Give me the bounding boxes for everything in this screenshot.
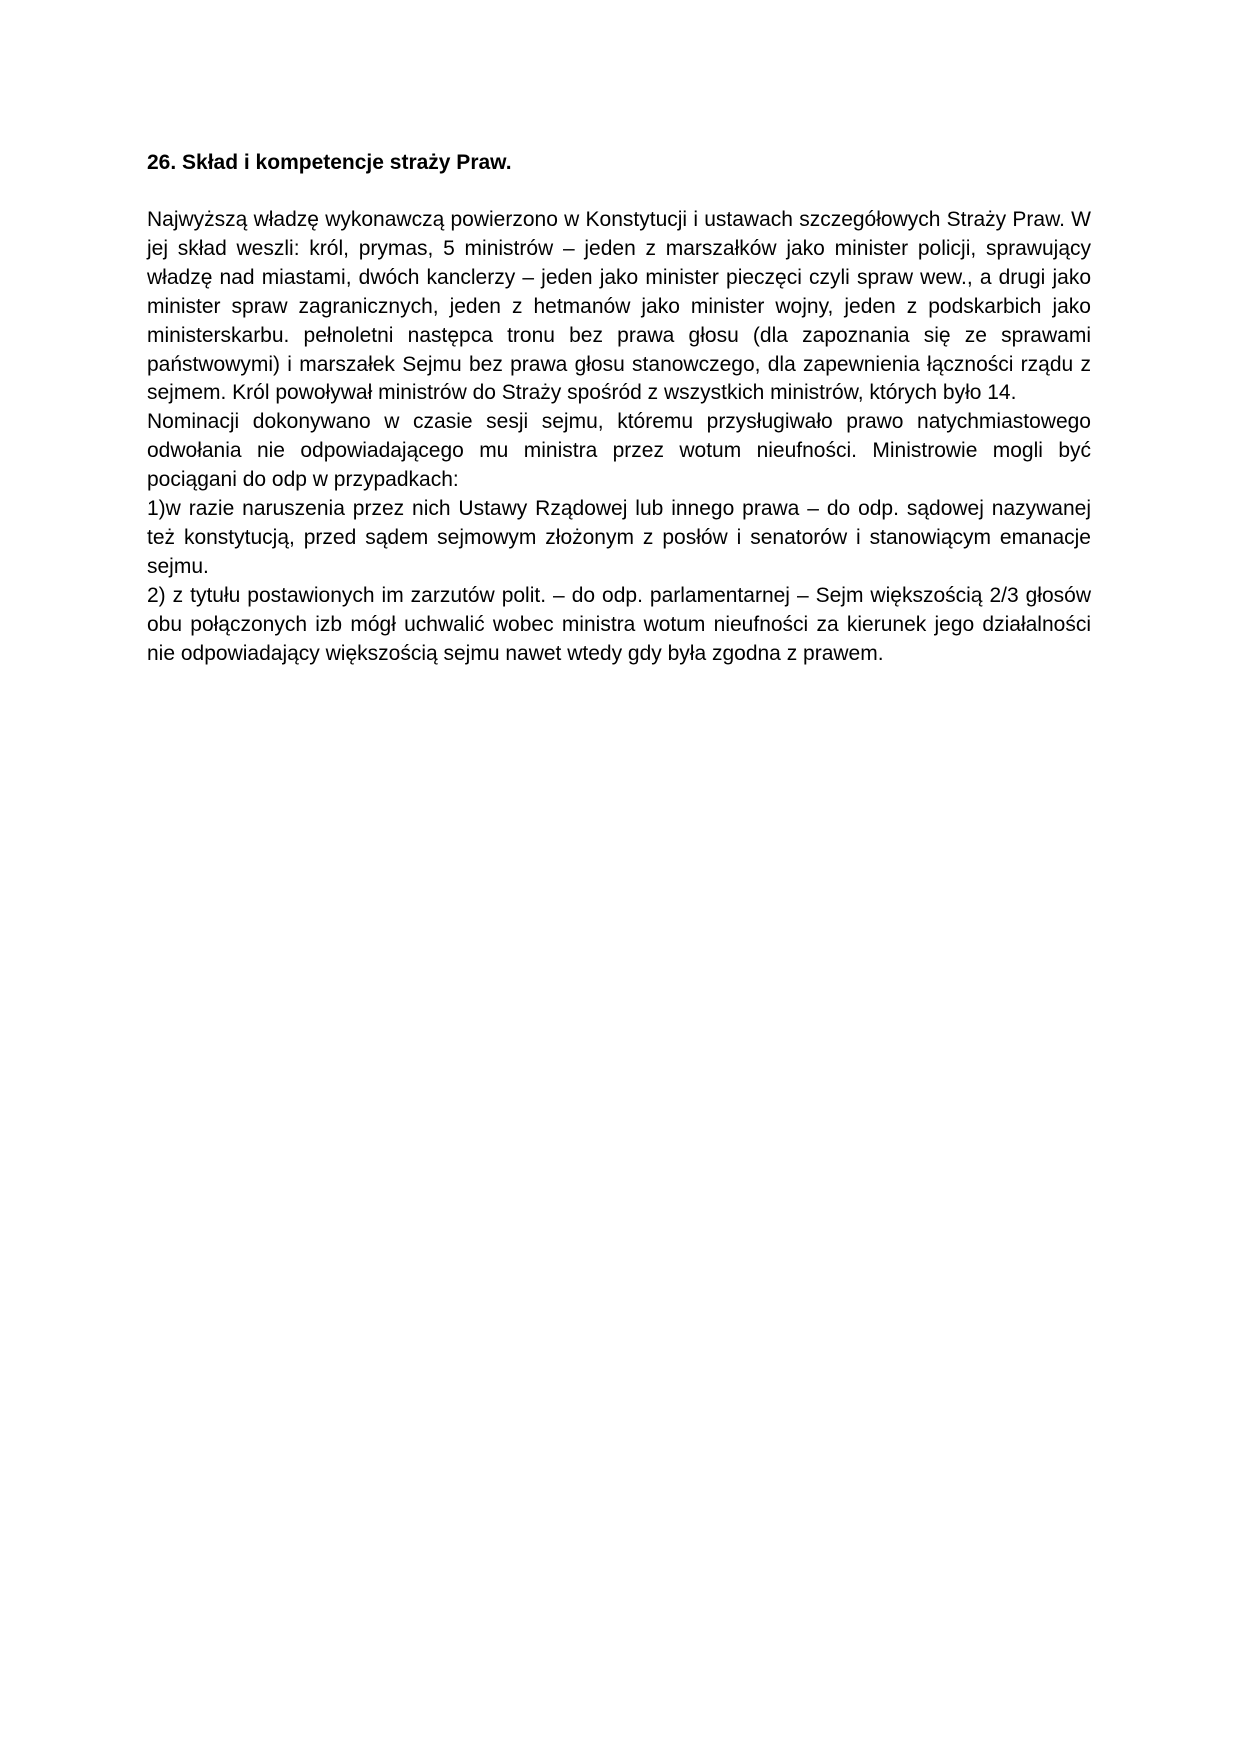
- paragraph-intro: Najwyższą władzę wykonawczą powierzono w Konstytucji i ustawach szczegółowych Straży Praw. W jej skład weszli: król, prymas, 5 ministrów – jeden z marszałków jako minister policji, sprawujący władzę nad miastami, dwóch kanclerzy – jeden jako minister pieczęci czyli spraw wew., a drugi jako minister spraw zagranicznych, jeden z hetmanów jako minister wojny, jeden z podskarbich jako ministerskarbu. pełnoletni następca tronu bez prawa głosu (dla zapoznania się ze sprawami państwowymi) i marszałek Sejmu bez prawa głosu stanowczego, dla zapewnienia łączności rządu z sejmem. Król powoływał ministrów do Straży spośród z wszystkich ministrów, których było 14.: [147, 208, 1091, 405]
- document-body: [147, 148, 1091, 669]
- paragraph-nominations: Nominacji dokonywano w czasie sesji sejmu, któremu przysługiwało prawo natychmiastowego odwołania nie odpowiadającego mu ministra przez wotum nieufności. Ministrowie mogli być pociągani do odp w przypadkach:: [147, 410, 1091, 492]
- document-heading: 26. Skład i kompetencje straży Praw.: [147, 151, 512, 174]
- paragraph-point-2: 2) z tytułu postawionych im zarzutów polit. – do odp. parlamentarnej – Sejm większością 2/3 głosów obu połączonych izb mógł uchwalić wobec ministra wotum nieufności za kierunek jego działalności nie odpowiadający większością sejmu nawet wtedy gdy była zgodna z prawem.: [147, 583, 1091, 665]
- paragraph-point-1: 1)w razie naruszenia przez nich Ustawy Rządowej lub innego prawa – do odp. sądowej nazywanej też konstytucją, przed sądem sejmowym złożonym z posłów i senatorów i stanowiącym emanacje sejmu.: [147, 497, 1091, 578]
